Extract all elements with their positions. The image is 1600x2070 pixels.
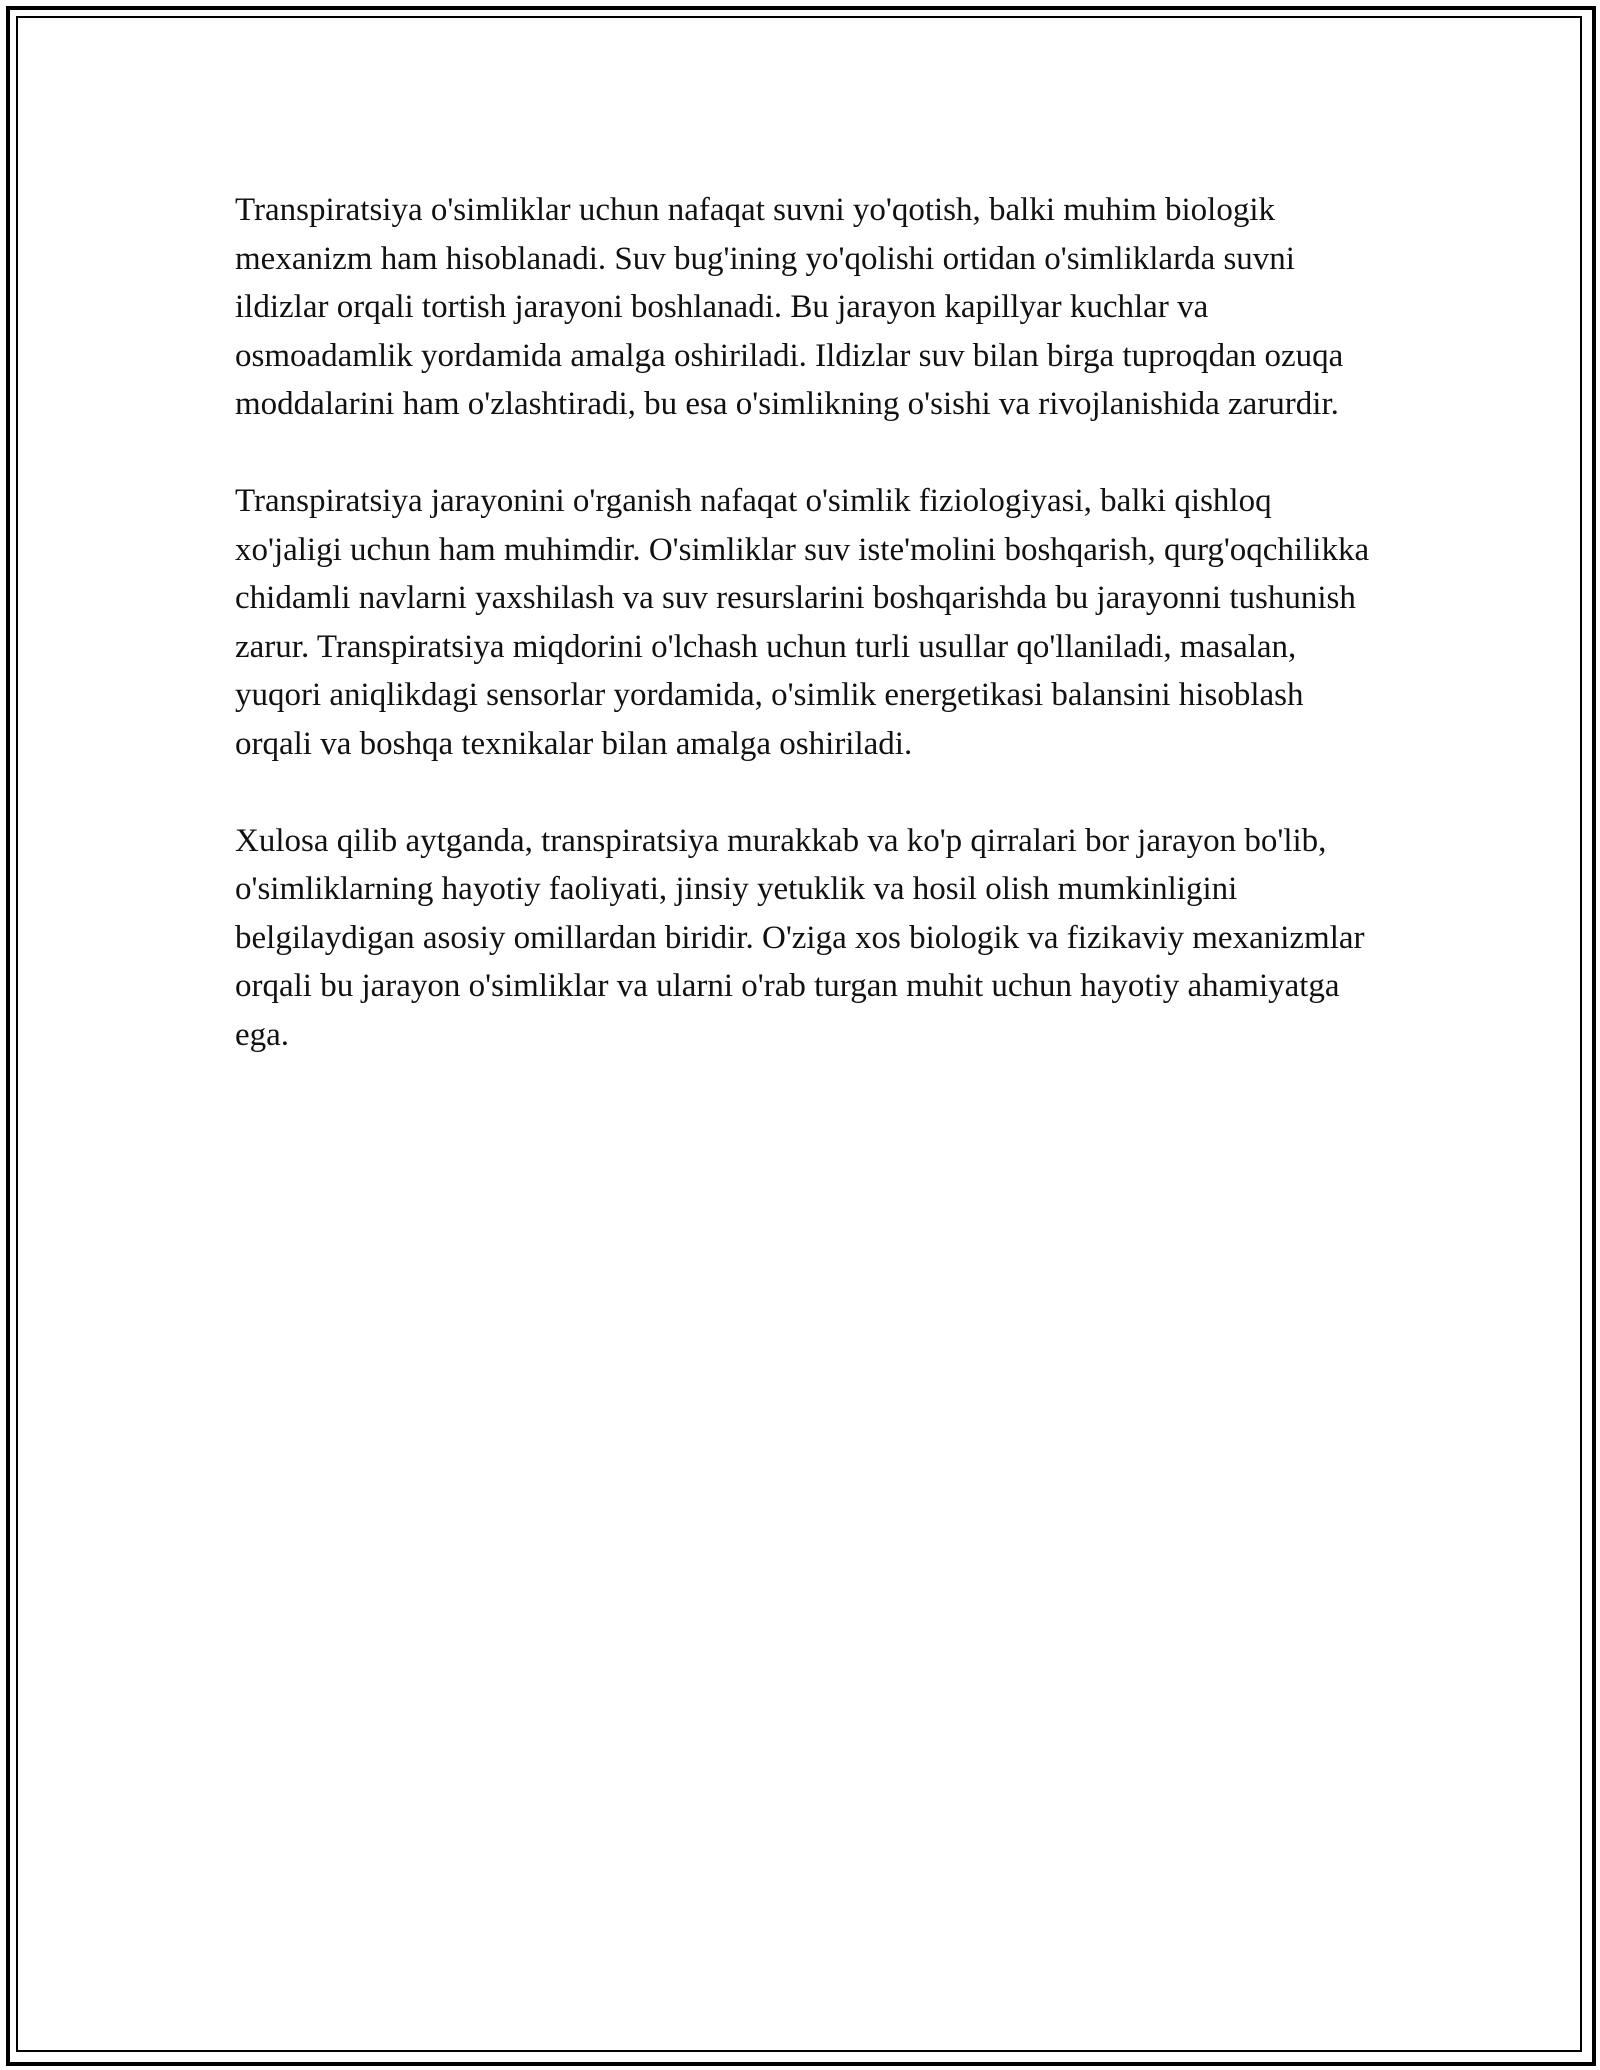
document-body: [235, 186, 1385, 1108]
paragraph: Transpiratsiya o'simliklar uchun nafaqat suvni yo'qotish, balki muhim biologik mexanizm ham hisoblanadi. Suv bug'ining yo'qolishi ortidan o'simliklarda suvni ildizlar orqali tortish jarayoni boshlanadi. Bu jarayon kapillyar kuchlar va osmoadamlik yordamida amalga oshiriladi. Ildizlar suv bilan birga tuproqdan ozuqa moddalarini ham o'zlashtiradi, bu esa o'simlikning o'sishi va rivojlanishida zarurdir.: [235, 192, 1344, 422]
paragraph: Transpiratsiya jarayonini o'rganish nafaqat o'simlik fiziologiyasi, balki qishloq xo'jaligi uchun ham muhimdir. O'simliklar suv iste'molini boshqarish, qurg'oqchilikka chidamli navlarni yaxshilash va suv resurslarini boshqarishda bu jarayonni tushunish zarur. Transpiratsiya miqdorini o'lchash uchun turli usullar qo'llaniladi, masalan, yuqori aniqlikdagi sensorlar yordamida, o'simlik energetikasi balansini hisoblash orqali va boshqa texnikalar bilan amalga oshiriladi.: [235, 483, 1370, 762]
paragraph: Xulosa qilib aytganda, transpiratsiya murakkab va ko'p qirralari bor jarayon bo'lib, o'simliklarning hayotiy faoliyati, jinsiy yetuklik va hosil olish mumkinligini belgilaydigan asosiy omillardan biridir. O'ziga xos biologik va fizikaviy mexanizmlar orqali bu jarayon o'simliklar va ularni o'rab turgan muhit uchun hayotiy ahamiyatga ega.: [235, 822, 1365, 1053]
